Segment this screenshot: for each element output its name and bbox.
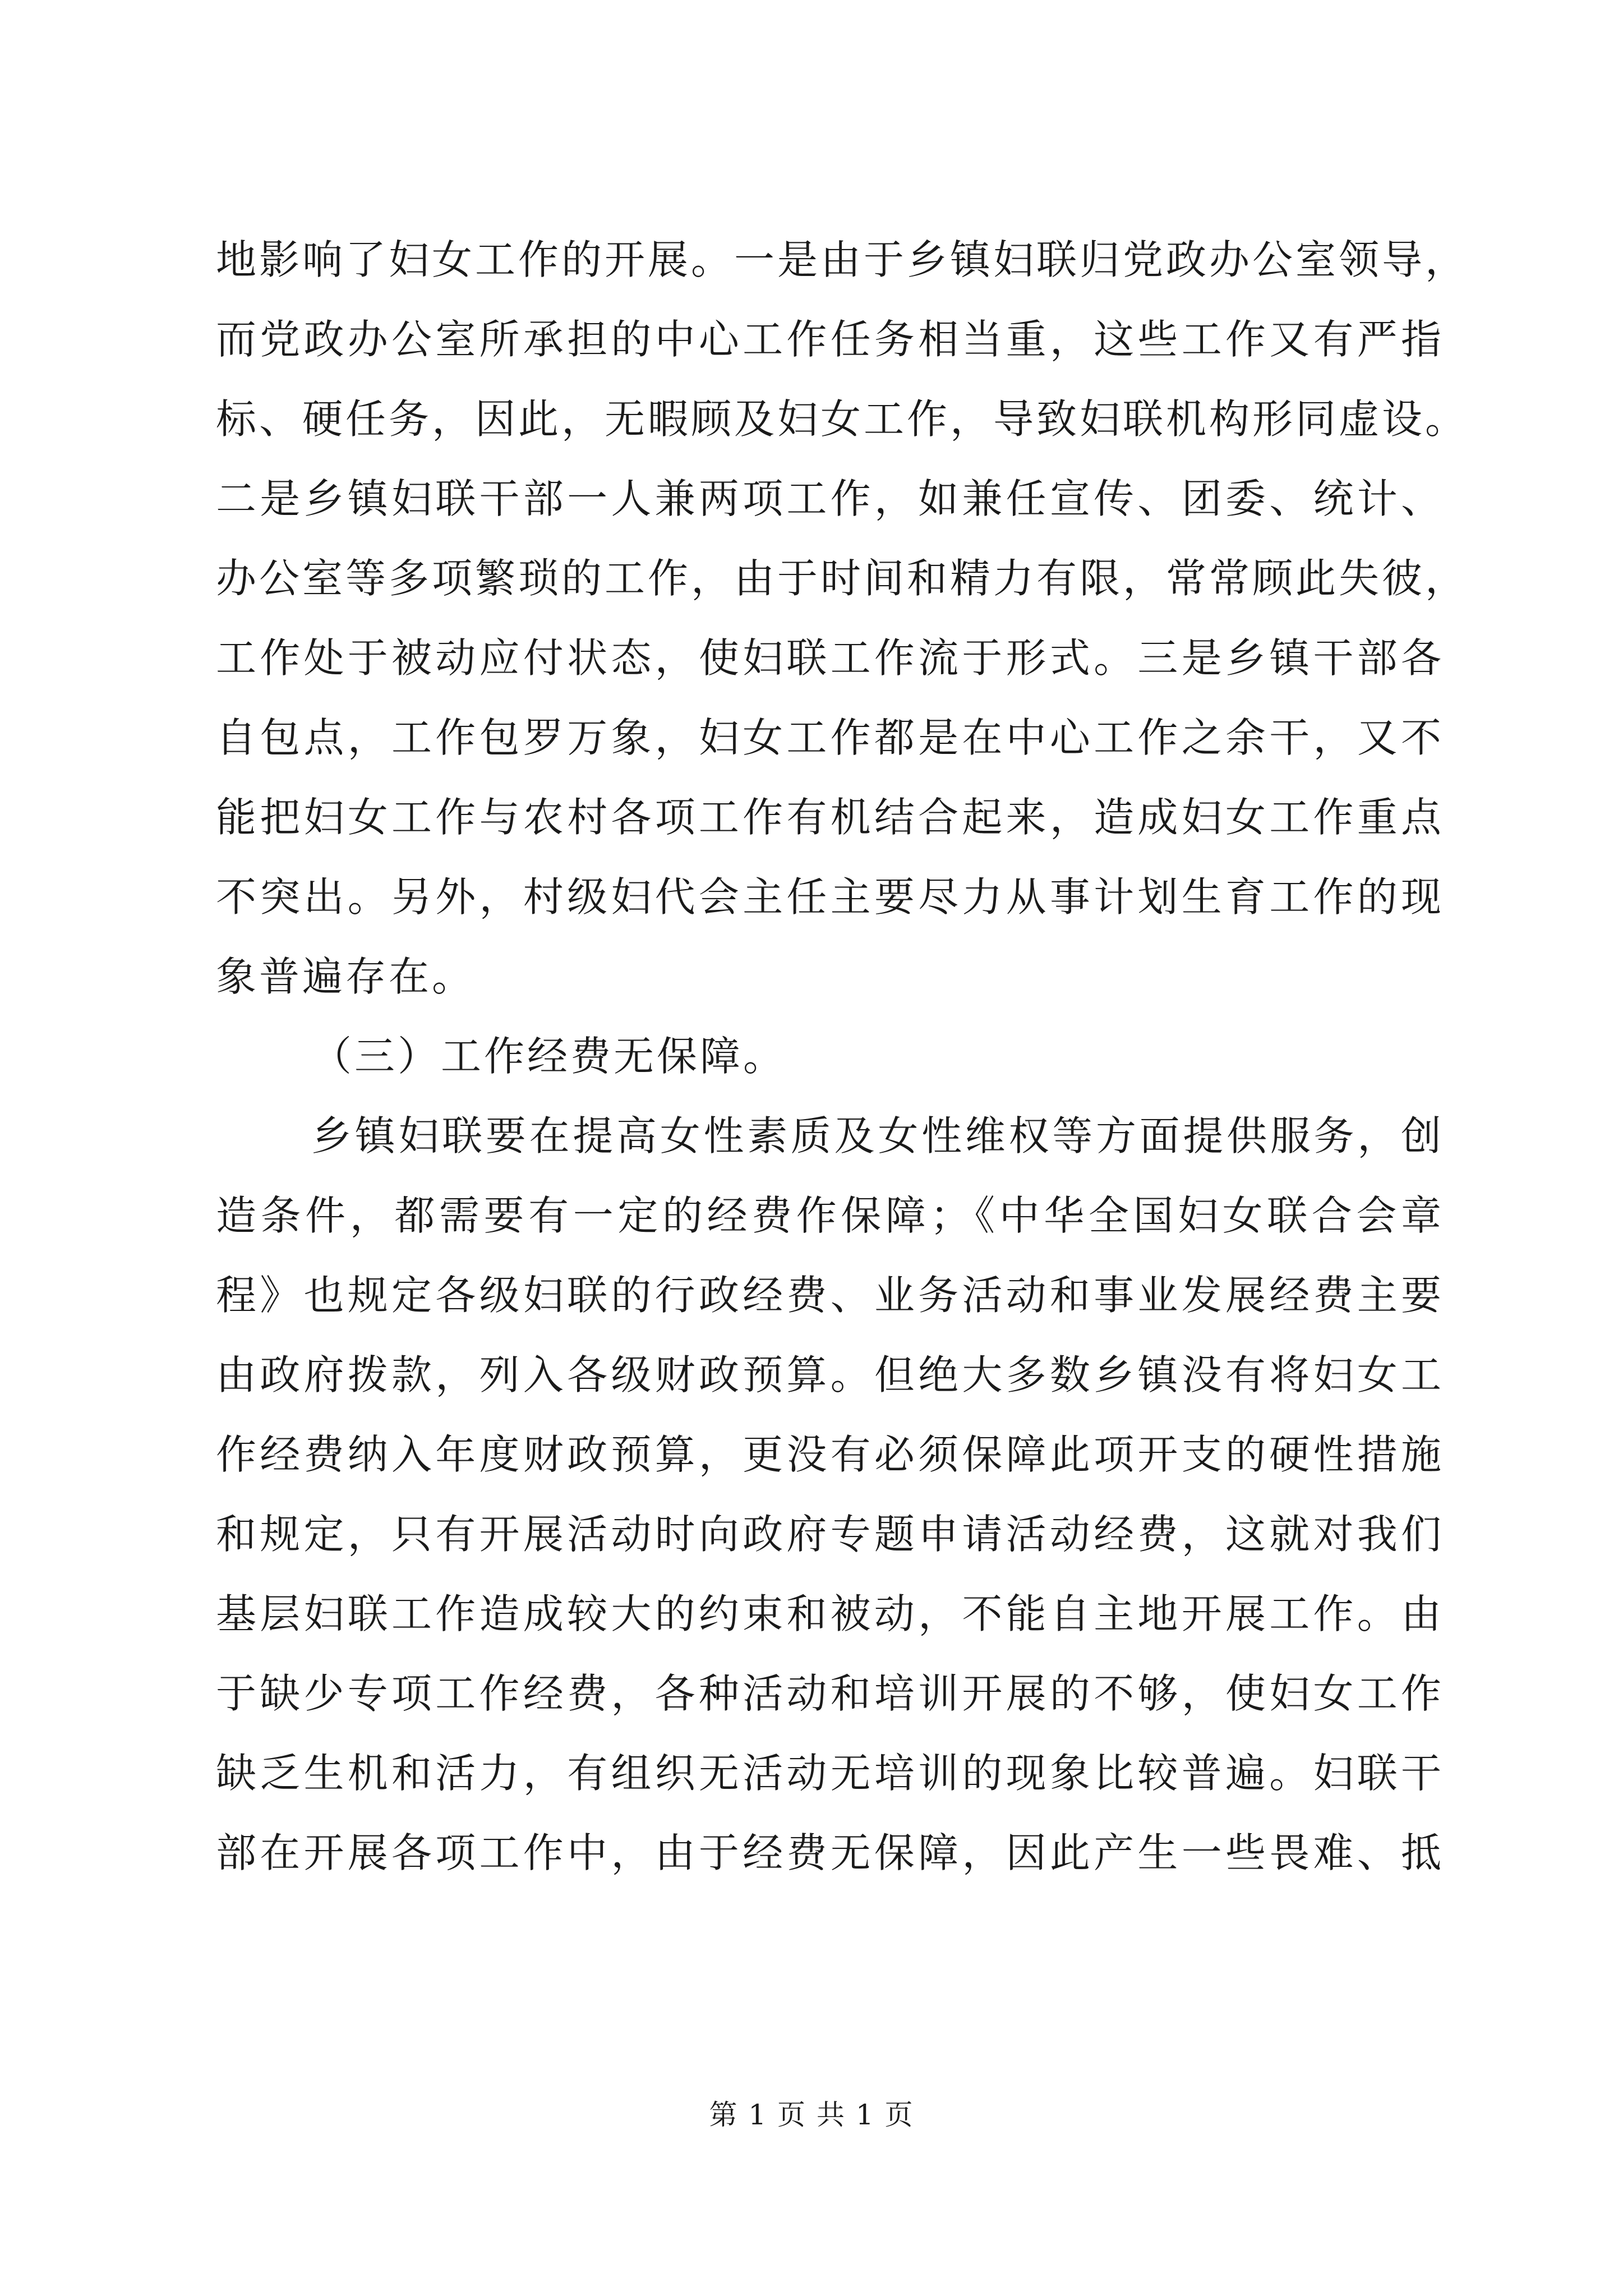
- text-line: 程》也规定各级妇联的行政经费、业务活动和事业发展经费主要: [216, 1272, 1444, 1319]
- text-line: 由政府拨款，列入各级财政预算。但绝大多数乡镇没有将妇女工: [216, 1351, 1444, 1398]
- text-line: 造条件，都需要有一定的经费作保障；《中华全国妇女联合会章: [216, 1192, 1444, 1239]
- text-line: 部在开展各项工作中，由于经费无保障，因此产生一些畏难、抵: [216, 1829, 1444, 1876]
- text-line: 和规定，只有开展活动时向政府专题申请活动经费，这就对我们: [216, 1511, 1444, 1558]
- text-line: 缺乏生机和活力，有组织无活动无培训的现象比较普遍。妇联干: [216, 1750, 1444, 1797]
- text-line: 办公室等多项繁琐的工作，由于时间和精力有限，常常顾此失彼，: [216, 555, 1469, 602]
- text-line: 工作处于被动应付状态，使妇联工作流于形式。三是乡镇干部各: [216, 634, 1444, 682]
- text-line: 于缺少专项工作经费，各种活动和培训开展的不够，使妇女工作: [216, 1670, 1444, 1717]
- text-line: 基层妇联工作造成较大的约束和被动，不能自主地开展工作。由: [216, 1590, 1444, 1637]
- text-line: 不突出。另外，村级妇代会主任主要尽力从事计划生育工作的现: [216, 873, 1444, 921]
- text-line: 能把妇女工作与农村各项工作有机结合起来，造成妇女工作重点: [216, 794, 1444, 841]
- text-line: 自包点，工作包罗万象，妇女工作都是在中心工作之余干，又不: [216, 714, 1444, 761]
- page-footer: 第 1 页 共 1 页: [709, 2099, 914, 2131]
- paragraph-first-line: 乡镇妇联要在提高女性素质及女性维权等方面提供服务，创: [311, 1112, 1444, 1159]
- text-line: 标、硬任务，因此，无暇顾及妇女工作，导致妇联机构形同虚设。: [216, 395, 1469, 443]
- text-line: 二是乡镇妇联干部一人兼两项工作，如兼任宣传、团委、统计、: [216, 475, 1444, 522]
- document-body: [216, 220, 1469, 1893]
- text-line: 作经费纳入年度财政预算，更没有必须保障此项开支的硬性措施: [216, 1431, 1444, 1478]
- section-heading: （三）工作经费无保障。: [311, 1033, 787, 1080]
- text-line: 地影响了妇女工作的开展。一是由于乡镇妇联归党政办公室领导，: [216, 236, 1469, 283]
- text-line: 象普遍存在。: [216, 953, 476, 1000]
- text-line: 而党政办公室所承担的中心工作任务相当重，这些工作又有严指: [216, 316, 1444, 363]
